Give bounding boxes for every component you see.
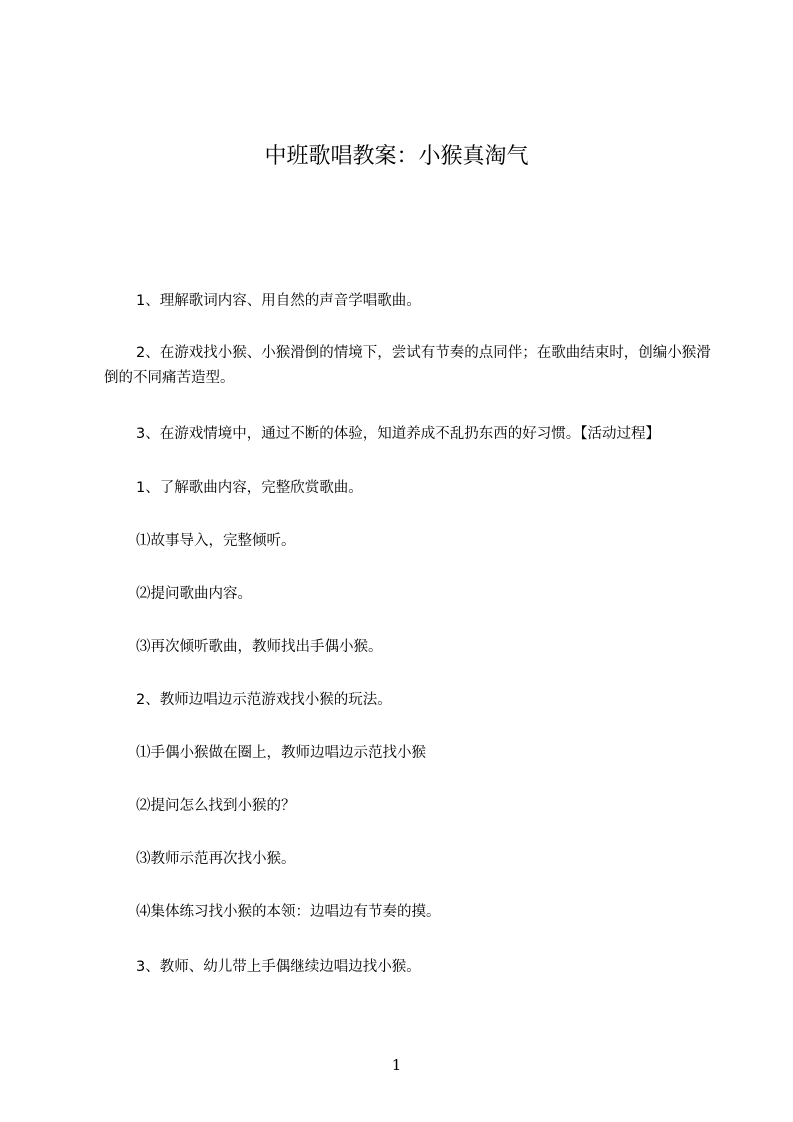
paragraph-step-2-1: ⑴手偶小猴做在圈上，教师边唱边示范找小猴 (136, 745, 426, 761)
paragraph-step-2-2: ⑵提问怎么找到小猴的？ (136, 798, 296, 814)
paragraph-step-1-3: ⑶再次倾听歌曲，教师找出手偶小猴。 (136, 639, 383, 655)
paragraph-objective-3: 3、在游戏情境中，通过不断的体验，知道养成不乱扔东西的好习惯。【活动过程】 (136, 426, 660, 442)
paragraph-objective-2: 2、在游戏找小猴、小猴滑倒的情境下，尝试有节奏的点同伴；在歌曲结束时，创编小猴滑倒的不同痛苦造型。 (104, 345, 711, 386)
document-title: 中班歌唱教案：小猴真淘气 (264, 144, 529, 169)
paragraph-step-3: 3、教师、幼儿带上手偶继续边唱边找小猴。 (136, 959, 421, 975)
paragraph-objective-1: 1、理解歌词内容、用自然的声音学唱歌曲。 (136, 293, 421, 309)
paragraph-step-1-2: ⑵提问歌曲内容。 (136, 586, 252, 602)
paragraph-step-2-4: ⑷集体练习找小猴的本领：边唱边有节奏的摸。 (136, 904, 441, 920)
paragraph-step-1-1: ⑴故事导入，完整倾听。 (136, 533, 296, 549)
paragraph-step-2-3: ⑶教师示范再次找小猴。 (136, 851, 296, 867)
page-number: 1 (391, 1056, 402, 1074)
paragraph-step-2: 2、教师边唱边示范游戏找小猴的玩法。 (136, 692, 392, 708)
paragraph-step-1: 1、了解歌曲内容，完整欣赏歌曲。 (136, 480, 363, 496)
